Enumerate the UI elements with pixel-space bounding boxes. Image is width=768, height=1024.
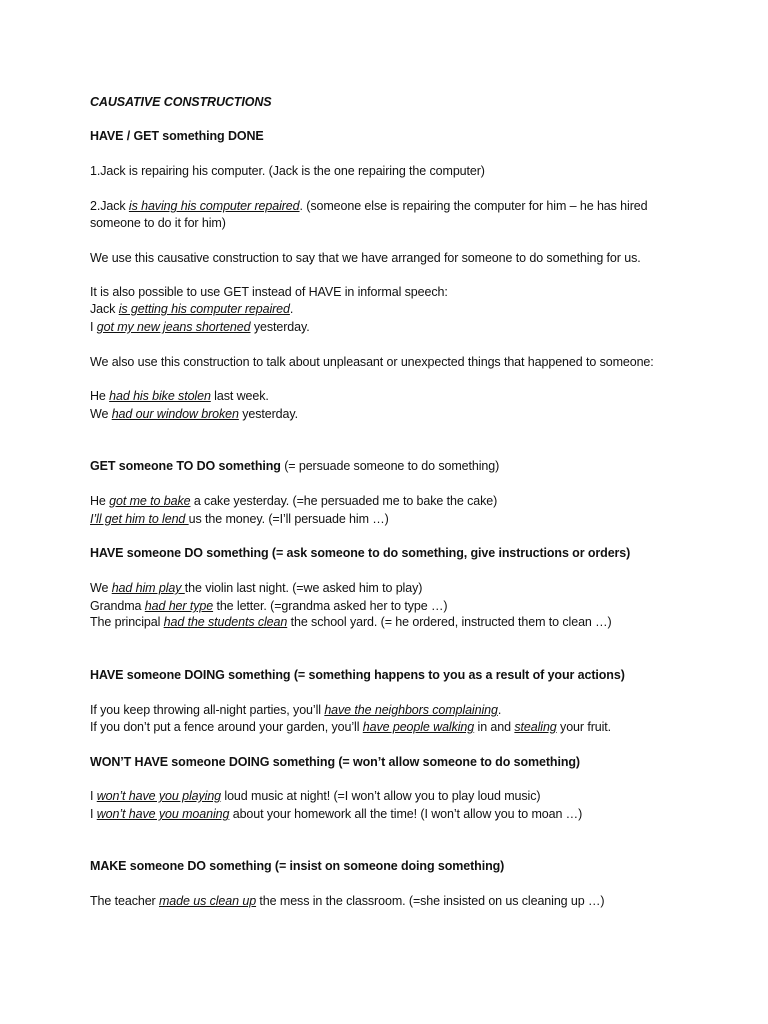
text-run: us the money. (=I’ll persuade him …) <box>188 512 389 526</box>
underlined-phrase: is getting his computer repaired <box>118 302 290 316</box>
example-line <box>90 406 298 423</box>
underlined-phrase: have the neighbors complaining <box>324 703 498 717</box>
text-run: I <box>90 320 97 334</box>
example-line <box>90 719 611 736</box>
underlined-phrase: won’t have you moaning <box>96 807 230 821</box>
underlined-phrase: made us clean up <box>158 894 257 908</box>
example-line <box>90 493 497 510</box>
text-run: the school yard. (= he ordered, instructed them to clean …) <box>287 615 612 629</box>
section-heading-get-someone-to-do <box>90 458 499 475</box>
example-line <box>90 319 310 336</box>
underlined-phrase: had his bike stolen <box>109 389 211 403</box>
document-title: CAUSATIVE CONSTRUCTIONS <box>90 95 272 109</box>
heading-text: HAVE someone DOING something <box>90 668 291 682</box>
heading-description: (= won’t allow someone to do something) <box>335 755 580 769</box>
example-line <box>90 301 293 318</box>
text-run: the letter. (=grandma asked her to type …) <box>213 599 448 613</box>
example-line <box>90 580 422 597</box>
section-heading-have-someone-do <box>90 545 630 562</box>
example-line <box>90 598 447 615</box>
text-run: . <box>289 302 294 316</box>
explanation-text: We use this causative construction to say that we have arranged for someone to do something for us. <box>90 251 641 265</box>
explanation-text: It is also possible to use GET instead of HAVE in informal speech: <box>90 285 448 299</box>
text-run: If you keep throwing all-night parties, you’ll <box>90 703 325 717</box>
example-line <box>90 806 582 823</box>
example-line <box>90 388 269 405</box>
example-line: someone to do it for him) <box>90 216 226 230</box>
text-run: The teacher <box>90 894 159 908</box>
example-line <box>90 614 612 631</box>
underlined-phrase: had the students clean <box>163 615 288 629</box>
underlined-phrase: I’ll get him to lend <box>90 512 189 526</box>
explanation-text: We also use this construction to talk about unpleasant or unexpected things that happened to someone: <box>90 355 654 369</box>
text-run: I <box>90 789 97 803</box>
text-run: He <box>90 389 110 403</box>
section-heading-have-get-done: HAVE / GET something DONE <box>90 129 264 143</box>
example-line <box>90 702 501 719</box>
heading-description: (= persuade someone to do something) <box>280 459 500 473</box>
underlined-phrase: stealing <box>514 720 557 734</box>
text-run: . <box>497 703 502 717</box>
example-line: 1.Jack is repairing his computer. (Jack is the one repairing the computer) <box>90 164 485 178</box>
text-run: Jack <box>90 302 119 316</box>
example-line <box>90 511 389 528</box>
text-run: Grandma <box>90 599 145 613</box>
text-run: the mess in the classroom. (=she insisted on us cleaning up …) <box>256 894 605 908</box>
example-line <box>90 893 604 910</box>
text-run: the violin last night. (=we asked him to play) <box>184 581 423 595</box>
heading-text: MAKE someone DO something <box>90 859 272 873</box>
underlined-phrase: had our window broken <box>111 407 239 421</box>
text-run: yesterday. <box>250 320 310 334</box>
text-run: about your homework all the time! (I won’t allow you to moan …) <box>229 807 583 821</box>
section-heading-have-someone-doing <box>90 667 625 684</box>
text-run: . (someone else is repairing the computer for him – he has hired <box>299 199 648 213</box>
underlined-phrase: had him play <box>111 581 185 595</box>
underlined-phrase: have people walking <box>362 720 475 734</box>
heading-description: (= insist on someone doing something) <box>271 859 505 873</box>
underlined-phrase: is having his computer repaired <box>128 199 300 213</box>
underlined-phrase: won’t have you playing <box>96 789 222 803</box>
text-run: The principal <box>90 615 164 629</box>
underlined-phrase: had her type <box>144 599 214 613</box>
text-run: I <box>90 807 97 821</box>
text-run: We <box>90 581 112 595</box>
heading-description: (= something happens to you as a result of your actions) <box>290 668 625 682</box>
text-run: last week. <box>210 389 269 403</box>
text-run: We <box>90 407 112 421</box>
heading-text: WON’T HAVE someone DOING something <box>90 755 335 769</box>
text-run: in and <box>474 720 515 734</box>
section-heading-make-someone-do <box>90 858 504 875</box>
heading-text: HAVE someone DO something <box>90 546 269 560</box>
text-run: a cake yesterday. (=he persuaded me to bake the cake) <box>190 494 498 508</box>
heading-description: (= ask someone to do something, give instructions or orders) <box>268 546 631 560</box>
text-run: yesterday. <box>238 407 298 421</box>
text-run: He <box>90 494 110 508</box>
text-run: loud music at night! (=I won’t allow you to play loud music) <box>221 789 541 803</box>
text-run: If you don’t put a fence around your garden, you’ll <box>90 720 363 734</box>
example-line <box>90 788 540 805</box>
underlined-phrase: got my new jeans shortened <box>96 320 251 334</box>
heading-text: GET someone TO DO something <box>90 459 281 473</box>
underlined-phrase: got me to bake <box>109 494 191 508</box>
example-line <box>90 198 647 215</box>
text-run: your fruit. <box>556 720 612 734</box>
text-run: 2.Jack <box>90 199 129 213</box>
section-heading-wont-have-someone-doing <box>90 754 580 771</box>
